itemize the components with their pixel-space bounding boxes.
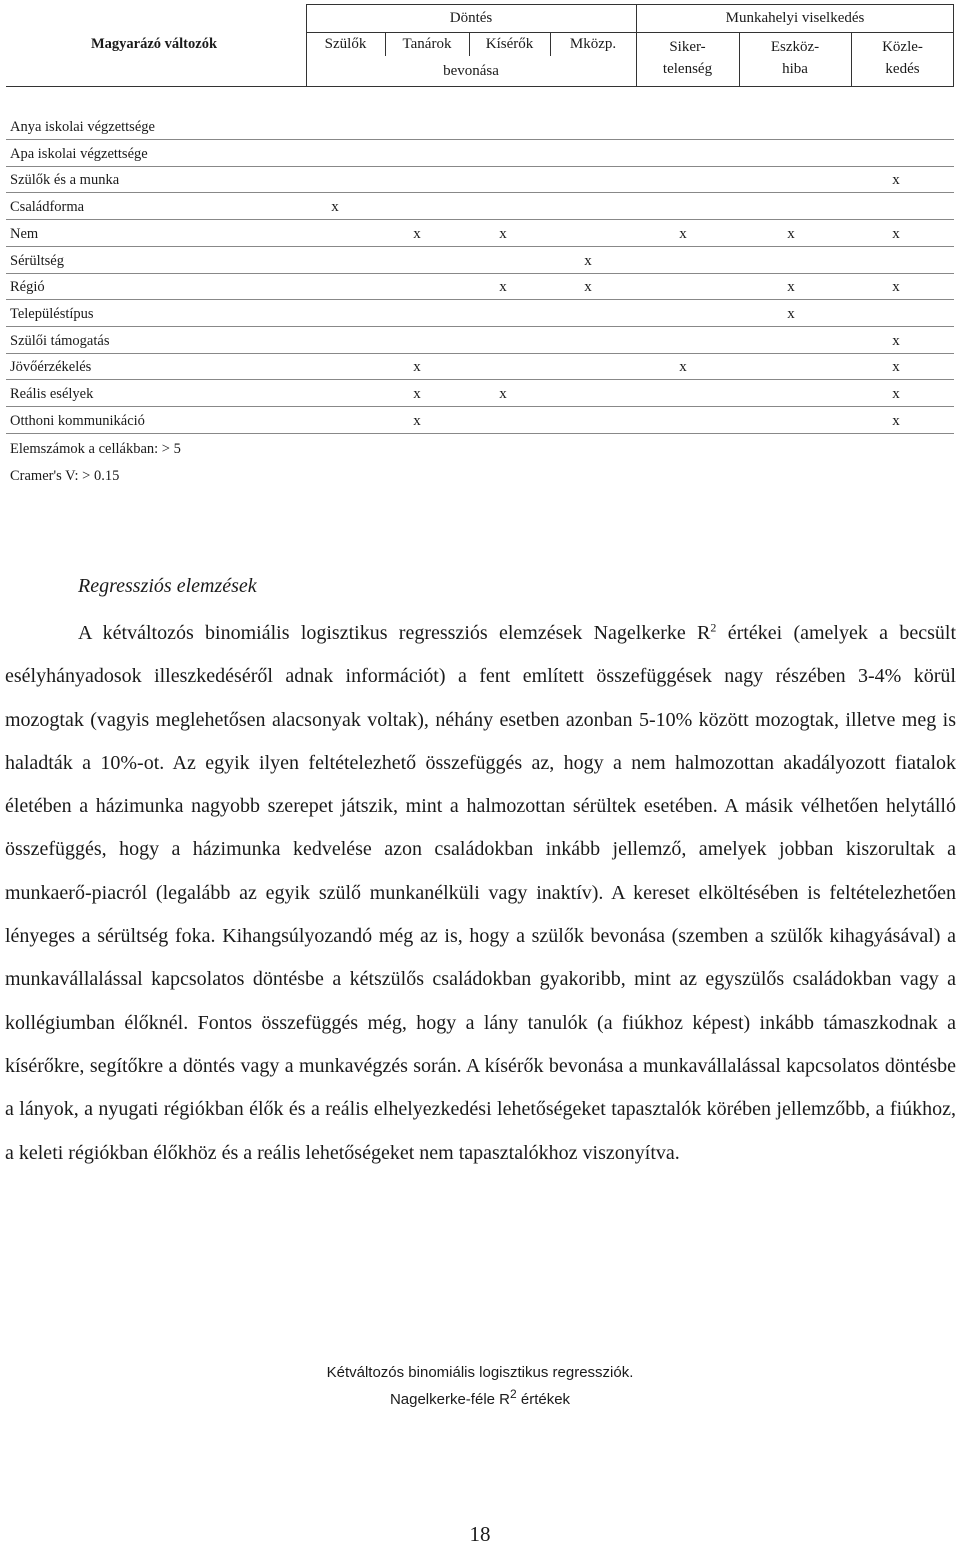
caption-line2-rest: értékek — [516, 1391, 571, 1408]
row-separator — [6, 433, 954, 434]
cell-mark: x — [413, 386, 421, 402]
cell-mark: x — [584, 252, 592, 269]
row-label: Jövőérzékelés — [10, 359, 92, 376]
cell-mark: x — [584, 279, 592, 296]
row-label: Sérültség — [10, 252, 64, 269]
row-label: Településtípus — [10, 305, 94, 322]
row-separator — [6, 246, 954, 247]
page-number: 18 — [469, 1522, 491, 1546]
cell-mark: x — [892, 359, 900, 376]
col-header-teachers: Tanárok — [402, 36, 452, 52]
row-separator — [6, 273, 954, 274]
cell-mark: x — [499, 279, 507, 296]
cell-mark: x — [892, 332, 900, 349]
col-header-failure — [636, 36, 739, 80]
cell-mark: x — [679, 225, 687, 242]
row-label: Otthoni kommunikáció — [10, 412, 145, 429]
r-squared-superscript: 2 — [710, 620, 717, 635]
col-header-tool-line2: hiba — [782, 61, 808, 77]
col-header-centre: Mközp. — [569, 36, 617, 52]
cell-mark: x — [679, 359, 687, 376]
cell-mark: x — [892, 172, 900, 189]
paragraph-text-rest: értékei (amelyek a becsült esélyhányadosok illeszkedéséről adnak információt) a fent említett összefüggések nagy részében 3-4% körül mozogtak (vagyis meglehetősen alacsonyak voltak), néhány esetben azonban 5-10% között mozogtak, illetve meg is haladták a 10%-ot. Az egyik ilyen feltételezhető összefüggés az, hogy a nem halmozottan akadályozott fiatalok életében a házimunka nagyobb szerepet játszik, mint a halmozottan sérültek esetében. A másik vélhetően helytálló összefüggés, hogy a házimunka kedvelése azon családokban inkább jellemző, amelyek jobban kiszorultak a munkaerő-piacról (legalább az egyik szülő munkanélküli vagy inaktív). A kereset elköltésében is feltételezhetően lényeges a sérültség foka. Kihangsúlyozandó még az is, hogy a szülők bevonása (szemben a szülők kihagyásával) a munkavállalással kapcsolatos döntésbe a kétszülős családokban gyakoribb, mint az egyszülős családokban vagy a kollégiumban élőknél. Fontos összefüggés még, hogy a lány tanulók (a fiúkhoz képest) inkább támaszkodnak a kísérőkre, segítőkre a döntés vagy a munkavégzés során. A kísérők bevonása a munkavállalással kapcsolatos döntésbe a lányok, a nyugati régiókban élők és a reális elhelyezkedési lehetőségeket tapasztalók körében jellemzőbb, a fiúkhoz, a keleti régiókban élőkhöz és a reális lehetőségeket nem tapasztalókhoz viszonyítva. — [5, 622, 957, 1164]
row-separator — [6, 299, 954, 300]
row-separator — [6, 219, 954, 220]
row-label: Régió — [10, 279, 45, 296]
row-label: Nem — [10, 225, 39, 242]
col-header-failure-line2: telenség — [662, 61, 713, 77]
cell-mark: x — [892, 386, 900, 402]
col-header-communication — [851, 36, 954, 80]
col-header-failure-line1: Siker- — [669, 39, 706, 55]
cell-mark: x — [413, 225, 421, 242]
caption-line2 — [0, 1387, 960, 1408]
row-label-header: Magyarázó változók — [90, 36, 218, 52]
cell-mark: x — [413, 412, 421, 429]
row-separator — [6, 379, 954, 380]
paragraph-text-start: A kétváltozós binomiális logisztikus regressziós elemzések Nagelkerke R — [78, 622, 711, 644]
cell-mark: x — [787, 279, 795, 296]
row-label: Szülők és a munka — [10, 172, 120, 189]
section-title: Regressziós elemzések — [78, 575, 257, 597]
col-header-parents: Szülők — [324, 36, 367, 52]
caption-line2-text: Nagelkerke-féle R — [389, 1391, 510, 1408]
header-bottom-rule — [6, 86, 954, 87]
table-note-cell-size: Elemszámok a cellákban: > 5 — [10, 441, 181, 457]
col-header-comm-line2: kedés — [885, 61, 920, 77]
row-separator — [6, 166, 954, 167]
cell-mark: x — [892, 225, 900, 242]
group-header-workplace: Munkahelyi viselkedés — [725, 10, 865, 26]
row-separator — [6, 139, 954, 140]
group-header-decision: Döntés — [449, 10, 493, 26]
header-top-rule — [306, 4, 954, 5]
cell-mark: x — [787, 305, 795, 322]
row-separator — [6, 192, 954, 193]
caption-line1: Kétváltozós binomiális logisztikus regressziók. — [326, 1364, 634, 1381]
cell-mark: x — [499, 225, 507, 242]
table-note-cramers-v: Cramer's V: > 0.15 — [10, 468, 120, 484]
body-paragraph — [5, 612, 956, 1175]
col-header-escorts: Kísérők — [485, 36, 534, 52]
row-label: Apa iskolai végzettsége — [10, 145, 148, 162]
cell-mark: x — [499, 386, 507, 402]
col-group-caption: bevonása — [443, 63, 499, 79]
row-separator — [6, 353, 954, 354]
row-label: Reális esélyek — [10, 386, 94, 402]
cell-mark: x — [892, 279, 900, 296]
row-label: Anya iskolai végzettsége — [10, 119, 155, 135]
row-separator — [6, 406, 954, 407]
row-label: Szülői támogatás — [10, 332, 110, 349]
col-header-comm-line1: Közle- — [882, 39, 923, 55]
caption-superscript: 2 — [510, 1387, 517, 1401]
row-label: Családforma — [10, 199, 85, 216]
cell-mark: x — [331, 199, 339, 216]
col-header-tool-shortage — [739, 36, 851, 80]
col-header-tool-line1: Eszköz- — [770, 39, 820, 55]
cell-mark: x — [892, 412, 900, 429]
cell-mark: x — [787, 225, 795, 242]
row-separator — [6, 326, 954, 327]
cell-mark: x — [413, 359, 421, 376]
